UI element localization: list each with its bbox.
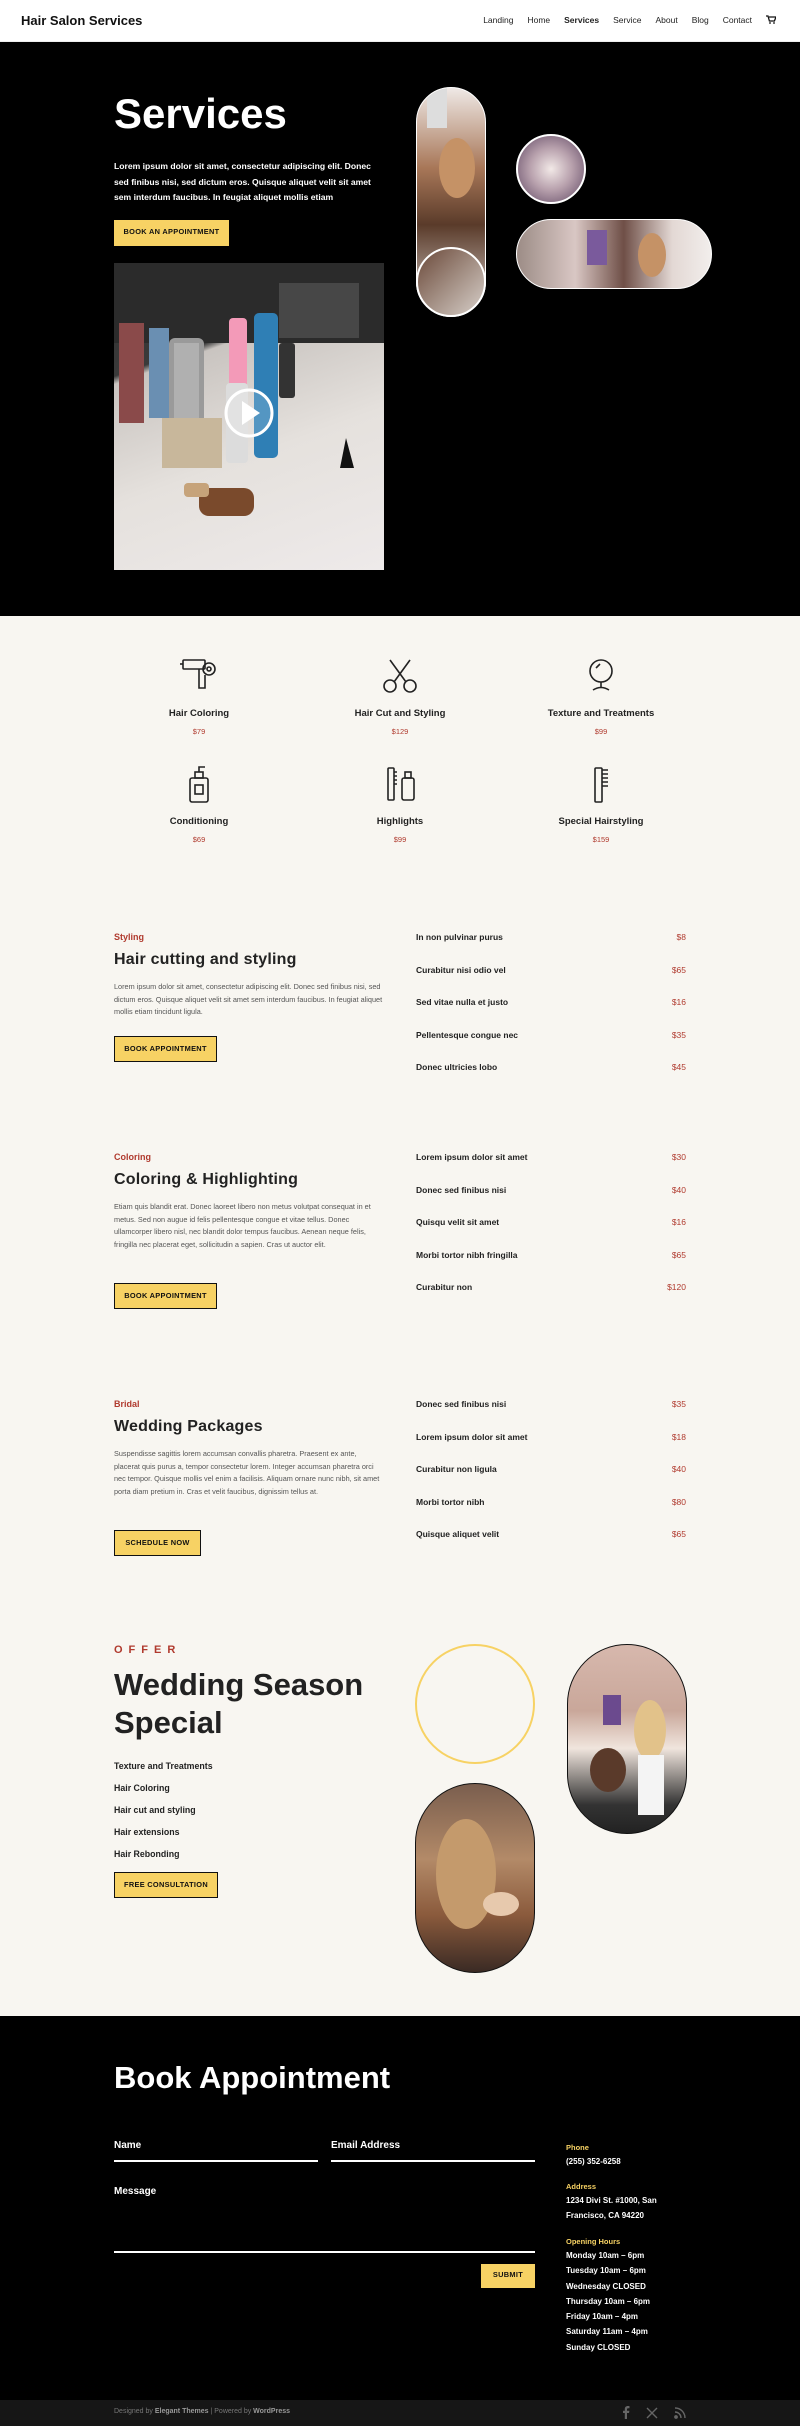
nav-landing[interactable]: Landing <box>483 15 514 25</box>
submit-button[interactable]: SUBMIT <box>481 2264 535 2288</box>
salon-interior-photo-pill <box>516 219 712 289</box>
service-name: Hair Cut and Styling <box>354 708 446 719</box>
price-row: Curabitur non ligula $40 <box>416 1464 686 1474</box>
site-logo[interactable]: Hair Salon Services <box>21 13 143 28</box>
stylist-photo-pill <box>567 1644 687 1834</box>
book-appointment-button[interactable]: BOOK AN APPOINTMENT <box>114 220 229 246</box>
hair-dryer-icon <box>179 656 219 696</box>
brush-spray-icon <box>380 764 420 804</box>
contact-section <box>0 2016 800 2400</box>
offer-list <box>114 1761 213 1871</box>
offer-tag: OFFER <box>114 1644 182 1656</box>
service-special-hairstyling[interactable] <box>501 764 701 844</box>
price-row: Quisqu velit sit amet $16 <box>416 1217 686 1227</box>
hours-title: Opening Hours <box>566 2237 621 2246</box>
price-list <box>416 1399 686 1562</box>
price-row: Pellentesque congue nec $35 <box>416 1029 686 1040</box>
email-label: Email Address <box>331 2140 401 2151</box>
hero-section <box>0 42 800 616</box>
hero-text: Lorem ipsum dolor sit amet, consectetur adipiscing elit. Donec sed finibus nisi, sed dictum eros. Quisque aliquet velit sit amet sem interdum faucibus. In feugiat aliquet mollis etiam <box>114 161 371 202</box>
section-title: Hair cutting and styling <box>114 951 297 968</box>
message-textarea[interactable] <box>114 2251 535 2253</box>
name-input[interactable] <box>114 2160 318 2162</box>
service-price: $69 <box>192 835 206 844</box>
price-list <box>416 932 686 1095</box>
message-label: Message <box>114 2186 157 2197</box>
price-row: Donec sed finibus nisi $35 <box>416 1399 686 1409</box>
service-name: Special Hairstyling <box>558 816 644 827</box>
service-price: $159 <box>592 835 610 844</box>
products-photo-circle <box>516 134 586 204</box>
book-appointment-button[interactable]: BOOK APPOINTMENT <box>114 1036 217 1062</box>
price-row: Curabitur nisi odio vel $65 <box>416 964 686 975</box>
scissors-icon <box>380 656 420 696</box>
section-tag: Coloring <box>114 1152 151 1162</box>
list-item: Texture and Treatments <box>114 1761 213 1771</box>
price-row: Quisque aliquet velit $65 <box>416 1529 686 1539</box>
phone-number[interactable]: (255) 352-6258 <box>566 2157 621 2166</box>
email-input[interactable] <box>331 2160 535 2162</box>
book-appointment-button[interactable]: BOOK APPOINTMENT <box>114 1283 217 1309</box>
x-icon[interactable] <box>646 2406 658 2424</box>
service-name: Hair Coloring <box>168 708 230 719</box>
service-price: $79 <box>192 727 206 736</box>
comb-icon <box>581 764 621 804</box>
decorative-circle <box>415 1644 535 1764</box>
bottle-icon <box>179 764 219 804</box>
main-nav <box>483 15 776 26</box>
service-name: Conditioning <box>169 816 229 827</box>
facebook-icon[interactable] <box>622 2406 630 2424</box>
site-header <box>0 0 800 42</box>
offer-title: Wedding Season Special <box>114 1667 364 1740</box>
service-price: $99 <box>393 835 407 844</box>
section-text: Suspendisse sagittis lorem accumsan convallis pharetra. Praesent ex ante, placerat quis purus a, tempor consectetur lorem. Integer accumsan pharetra orci nec tempor. Quisque mollis vel enim a facilisis. Aliquam ornare nunc nibh, sit amet porta diam pretium in. Cras et velit faucibus, dignissim tellus at. <box>114 1449 380 1497</box>
site-footer <box>0 2400 800 2426</box>
service-highlights[interactable] <box>300 764 500 844</box>
service-name: Texture and Treatments <box>547 708 655 719</box>
nav-home[interactable]: Home <box>527 15 551 25</box>
price-row: Donec ultricies lobo $45 <box>416 1062 686 1072</box>
nav-about[interactable]: About <box>655 15 678 25</box>
service-hair-cut-styling[interactable] <box>300 656 500 736</box>
price-row: Lorem ipsum dolor sit amet $30 <box>416 1152 686 1162</box>
service-name: Highlights <box>376 816 424 827</box>
footer-credits: Designed by Elegant Themes | Powered by WordPress <box>114 2408 291 2415</box>
rss-icon[interactable] <box>674 2406 686 2424</box>
section-text: Etiam quis blandit erat. Donec laoreet libero non metus volutpat consequat in et metus. Sed non augue id felis pellentesque congue et vitae tellus. Donec ullamcorper libero nisl, nec blandit dolor tempus faucibus. Aenean neque felis, fringilla nec placerat eget, sollicitudin a sapien. Cras ut auctor elit. <box>114 1202 371 1250</box>
service-texture-treatments[interactable] <box>501 656 701 736</box>
hair-styling-photo-pill <box>415 1783 535 1973</box>
nav-service[interactable]: Service <box>613 15 642 25</box>
section-tag: Bridal <box>114 1399 140 1409</box>
book-appointment-title: Book Appointment <box>114 2060 391 2095</box>
list-item: Hair extensions <box>114 1827 180 1837</box>
price-row: In non pulvinar purus $8 <box>416 932 686 942</box>
nav-blog[interactable]: Blog <box>691 15 709 25</box>
price-row: Lorem ipsum dolor sit amet $18 <box>416 1431 686 1442</box>
price-row: Donec sed finibus nisi $40 <box>416 1184 686 1195</box>
price-row: Curabitur non $120 <box>416 1282 686 1292</box>
service-conditioning[interactable] <box>99 764 299 844</box>
address-text: 1234 Divi St. #1000, San Francisco, CA 94220 <box>566 2196 657 2221</box>
section-tag: Styling <box>114 932 145 942</box>
cart-icon[interactable] <box>766 15 776 26</box>
nav-services[interactable]: Services <box>564 15 600 25</box>
schedule-now-button[interactable]: SCHEDULE NOW <box>114 1530 201 1556</box>
list-item: Hair cut and styling <box>114 1805 196 1815</box>
service-hair-coloring[interactable] <box>99 656 299 736</box>
service-price: $129 <box>391 727 409 736</box>
list-item: Hair Coloring <box>114 1783 170 1793</box>
nav-contact[interactable]: Contact <box>722 15 752 25</box>
page-title: Services <box>114 90 287 137</box>
section-text: Lorem ipsum dolor sit amet, consectetur adipiscing elit. Donec sed finibus nisi, sed dictum eros. Quisque aliquet velit sit amet sem interdum faucibus. In feugiat aliquet mollis etiam tincidunt ligula. <box>114 982 383 1017</box>
salon-video-thumbnail[interactable] <box>114 263 384 570</box>
name-label: Name <box>114 2140 142 2151</box>
designer-link[interactable]: Elegant Themes <box>154 2408 209 2415</box>
hours-list: Monday 10am – 6pm Tuesday 10am – 6pm Wednesday CLOSED Thursday 10am – 6pm Friday 10am – 4pm Saturday 11am – 4pm Sunday CLOSED <box>566 2251 651 2352</box>
wordpress-link[interactable]: WordPress <box>253 2408 291 2415</box>
price-list <box>416 1152 686 1315</box>
address-title: Address <box>566 2182 597 2191</box>
mirror-icon <box>581 656 621 696</box>
price-row: Morbi tortor nibh fringilla $65 <box>416 1249 686 1260</box>
haircut-photo-circle <box>416 247 486 317</box>
price-row: Sed vitae nulla et justo $16 <box>416 997 686 1007</box>
phone-title: Phone <box>566 2143 589 2152</box>
section-title: Wedding Packages <box>114 1418 263 1435</box>
service-price: $99 <box>594 727 608 736</box>
list-item: Hair Rebonding <box>114 1849 180 1859</box>
price-row: Morbi tortor nibh $80 <box>416 1496 686 1507</box>
free-consultation-button[interactable]: FREE CONSULTATION <box>114 1872 218 1898</box>
social-links <box>622 2406 686 2424</box>
section-title: Coloring & Highlighting <box>114 1171 299 1188</box>
